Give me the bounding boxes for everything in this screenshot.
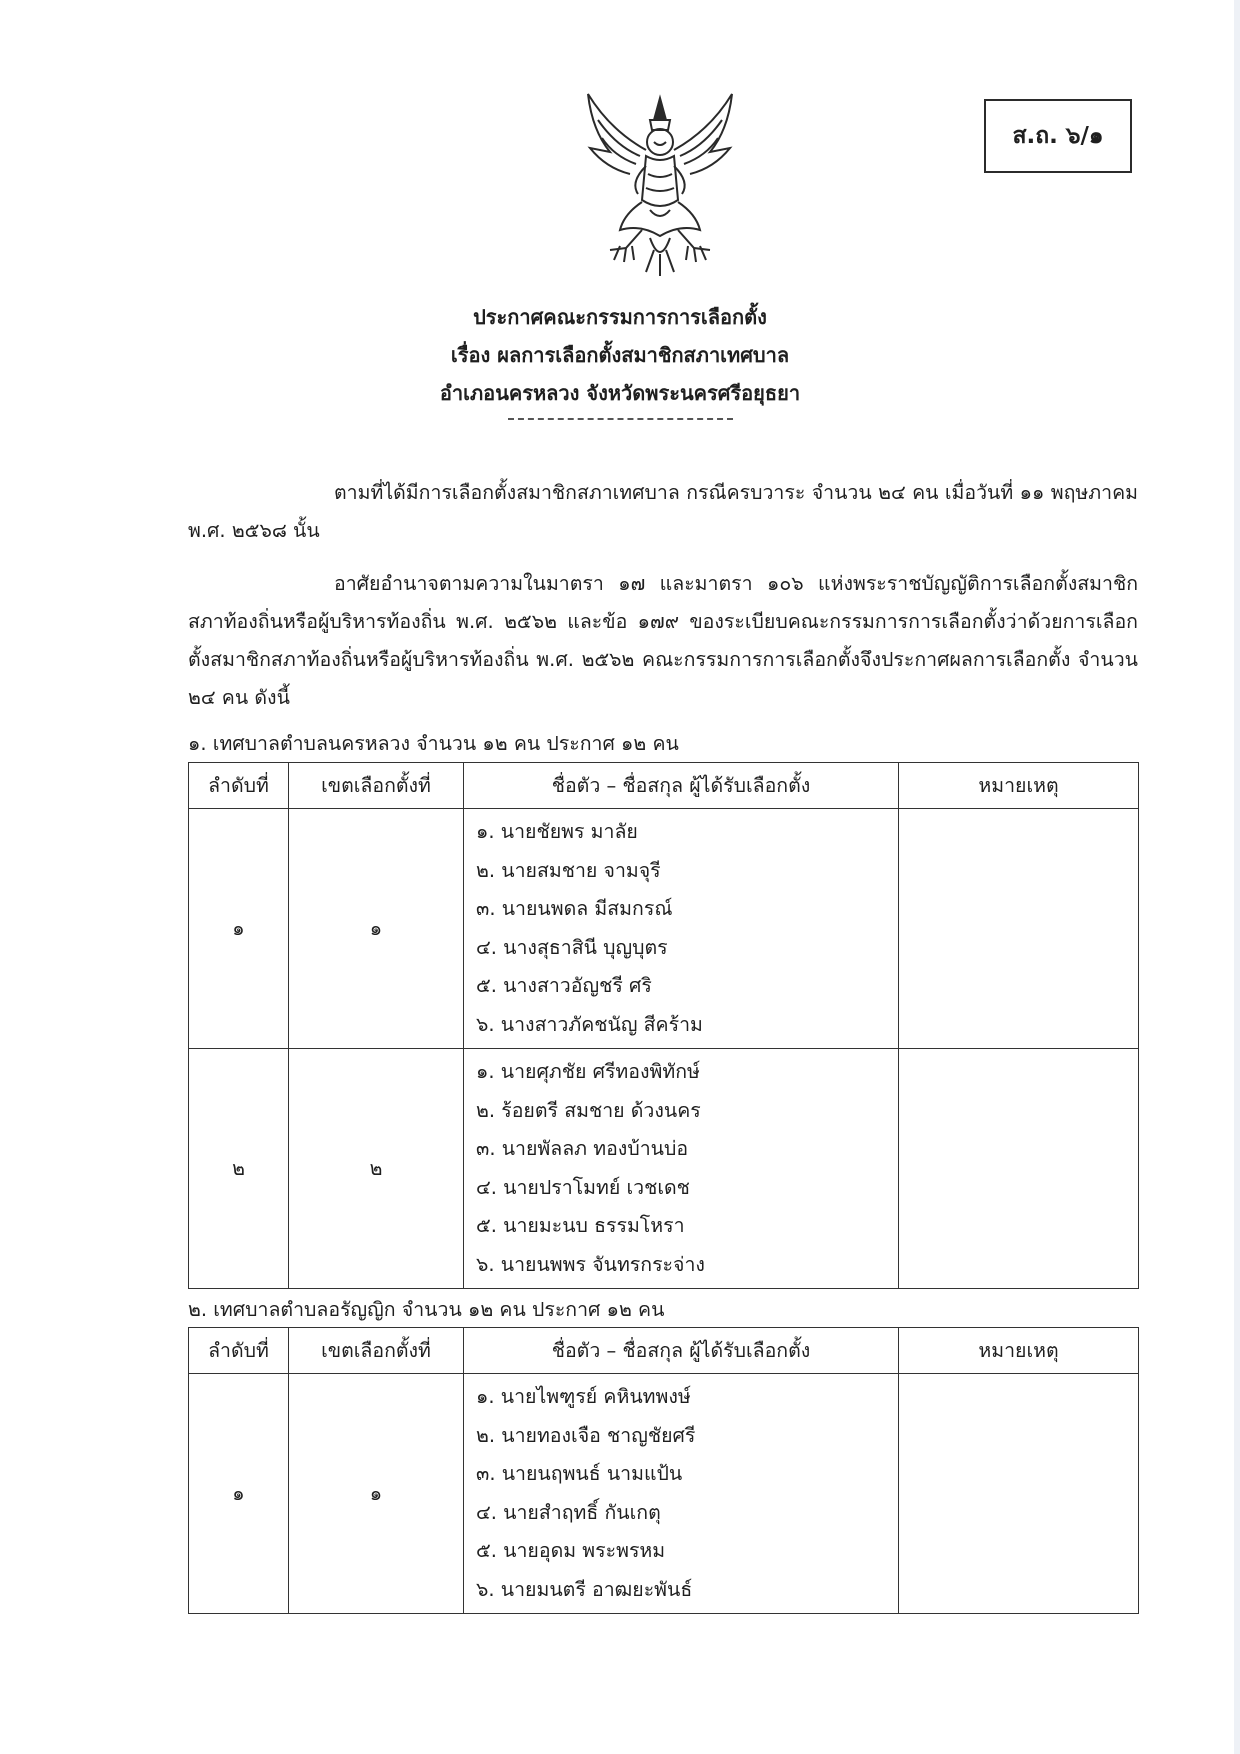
row-order: ๑ bbox=[189, 809, 289, 1049]
elected-name: ๒. นายสมชาย จามจุรี bbox=[476, 858, 661, 882]
page-edge bbox=[1234, 0, 1240, 1754]
row-district: ๑ bbox=[289, 809, 464, 1049]
elected-name: ๔. นางสุธาสินี บุญบุตร bbox=[476, 935, 668, 959]
elected-name: ๕. นายมะนบ ธรรมโหรา bbox=[476, 1214, 685, 1237]
section-2-heading: ๒. เทศบาลตำบลอรัญญิก จำนวน ๑๒ คน ประกาศ ๑๒ คน bbox=[188, 1298, 665, 1321]
table-header-row bbox=[189, 1328, 1139, 1374]
authority-paragraph bbox=[188, 565, 1138, 717]
garuda-emblem-icon bbox=[580, 90, 740, 280]
elected-name: ๔. นายสำฤทธิ์ กันเกตุ bbox=[476, 1500, 661, 1524]
row-remark bbox=[899, 1049, 1139, 1289]
elected-name: ๖. นายนพพร จันทรกระจ่าง bbox=[476, 1252, 705, 1276]
row-remark bbox=[899, 1374, 1139, 1614]
row-district: ๒ bbox=[289, 1049, 464, 1289]
elected-name: ๓. นายนฤพนธ์ นามแป้น bbox=[476, 1462, 683, 1485]
header-order: ลำดับที่ bbox=[189, 763, 289, 809]
section-2-table bbox=[188, 1327, 1139, 1614]
title-line-3: อำเภอนครหลวง จังหวัดพระนครศรีอยุธยา bbox=[439, 381, 801, 405]
elected-name: ๖. นายมนตรี อาฒยะพันธ์ bbox=[476, 1577, 693, 1601]
document-title bbox=[290, 298, 950, 420]
intro-paragraph-text: ตามที่ได้มีการเลือกตั้งสมาชิกสภาเทศบาล กรณีครบวาระ จำนวน ๒๔ คน เมื่อวันที่ ๑๑ พฤษภาคม พ.ศ. ๒๕๖๘ นั้น bbox=[188, 481, 1138, 542]
header-name: ชื่อตัว – ชื่อสกุล ผู้ได้รับเลือกตั้ง bbox=[464, 763, 899, 809]
row-district: ๑ bbox=[289, 1374, 464, 1614]
elected-name: ๒. ร้อยตรี สมชาย ด้วงนคร bbox=[476, 1098, 701, 1122]
row-order: ๒ bbox=[189, 1049, 289, 1289]
elected-name: ๕. นายอุดม พระพรหม bbox=[476, 1539, 666, 1562]
intro-paragraph bbox=[188, 474, 1138, 550]
title-line-2: เรื่อง ผลการเลือกตั้งสมาชิกสภาเทศบาล bbox=[450, 343, 790, 367]
header-name: ชื่อตัว – ชื่อสกุล ผู้ได้รับเลือกตั้ง bbox=[464, 1328, 899, 1374]
table-row bbox=[189, 1374, 1139, 1614]
elected-name: ๑. นายชัยพร มาลัย bbox=[476, 820, 638, 843]
header-district: เขตเลือกตั้งที่ bbox=[289, 1328, 464, 1374]
table-row bbox=[189, 809, 1139, 1049]
row-names bbox=[464, 1049, 899, 1289]
row-names bbox=[464, 1374, 899, 1614]
form-code-box bbox=[984, 99, 1132, 173]
elected-name: ๖. นางสาวภัคชนัญ สีคร้าม bbox=[476, 1012, 703, 1036]
row-names bbox=[464, 809, 899, 1049]
elected-name: ๓. นายพัลลภ ทองบ้านบ่อ bbox=[476, 1137, 689, 1160]
header-remark: หมายเหตุ bbox=[899, 763, 1139, 809]
row-remark bbox=[899, 809, 1139, 1049]
elected-name: ๔. นายปราโมทย์ เวชเดช bbox=[476, 1175, 690, 1199]
form-code: ส.ถ. ๖/๑ bbox=[1012, 123, 1104, 149]
section-1-table bbox=[188, 762, 1139, 1289]
section-1-heading: ๑. เทศบาลตำบลนครหลวง จำนวน ๑๒ คน ประกาศ ๑๒ คน bbox=[188, 732, 679, 755]
table-row bbox=[189, 1049, 1139, 1289]
authority-paragraph-text: อาศัยอำนาจตามความในมาตรา ๑๗ และมาตรา ๑๐๖ แห่งพระราชบัญญัติการเลือกตั้งสมาชิกสภาท้องถิ่นหรือผู้บริหารท้องถิ่น พ.ศ. ๒๕๖๒ และข้อ ๑๗๙ ของระเบียบคณะกรรมการการเลือกตั้งว่าด้วยการเลือกตั้งสมาชิกสภาท้องถิ่นหรือผู้บริหารท้องถิ่น พ.ศ. ๒๕๖๒ คณะกรรมการการเลือกตั้งจึงประกาศผลการเลือกตั้ง จำนวน ๒๔ คน ดังนี้ bbox=[188, 572, 1138, 709]
elected-name: ๓. นายนพดล มีสมกรณ์ bbox=[476, 897, 673, 920]
elected-name: ๒. นายทองเจือ ชาญชัยศรี bbox=[476, 1423, 696, 1447]
header-remark: หมายเหตุ bbox=[899, 1328, 1139, 1374]
elected-name: ๑. นายศุภชัย ศรีทองพิทักษ์ bbox=[476, 1060, 700, 1083]
elected-name: ๕. นางสาวอัญชรี ศริ bbox=[476, 974, 652, 997]
header-order: ลำดับที่ bbox=[189, 1328, 289, 1374]
title-divider bbox=[508, 418, 733, 420]
header-district: เขตเลือกตั้งที่ bbox=[289, 763, 464, 809]
title-line-1: ประกาศคณะกรรมการการเลือกตั้ง bbox=[473, 305, 767, 329]
row-order: ๑ bbox=[189, 1374, 289, 1614]
elected-name: ๑. นายไพฑูรย์ คหินทพงษ์ bbox=[476, 1385, 691, 1408]
table-header-row bbox=[189, 763, 1139, 809]
